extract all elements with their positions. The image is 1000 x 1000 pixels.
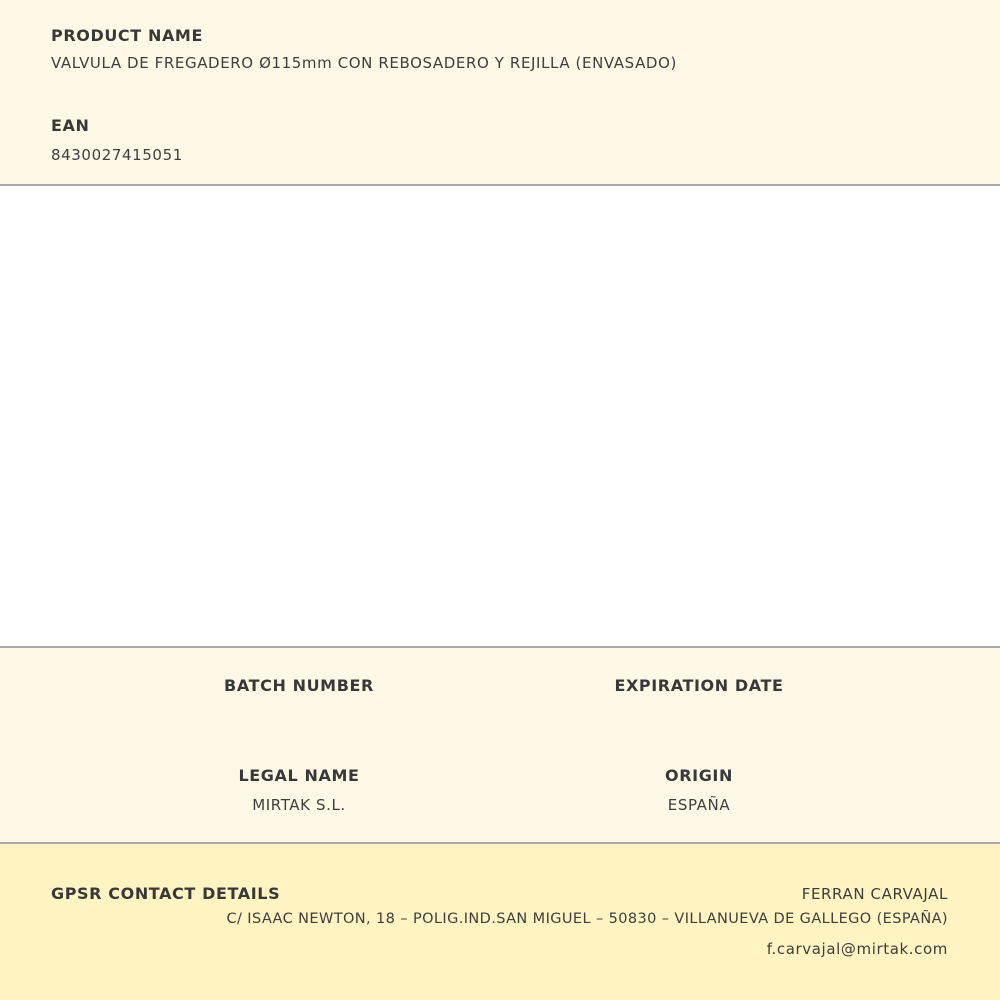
product-name-label: PRODUCT NAME [51, 26, 203, 45]
legal-name-label: LEGAL NAME [238, 766, 360, 785]
blank-content-area [0, 186, 1000, 646]
ean-label: EAN [51, 116, 90, 135]
legal-name-value: MIRTAK S.L. [252, 796, 346, 814]
gpsr-contact-name: FERRAN CARVAJAL [801, 885, 948, 903]
batch-number-label: BATCH NUMBER [224, 676, 374, 695]
gpsr-email: f.carvajal@mirtak.com [766, 940, 948, 958]
expiration-date-label: EXPIRATION DATE [614, 676, 784, 695]
gpsr-contact-panel [0, 844, 1000, 1000]
gpsr-contact-label: GPSR CONTACT DETAILS [51, 884, 281, 903]
product-name-value: VALVULA DE FREGADERO Ø115mm CON REBOSADERO Y REJILLA (ENVASADO) [51, 54, 677, 72]
ean-value: 8430027415051 [51, 146, 183, 164]
product-info-panel [0, 0, 1000, 186]
gpsr-address: C/ ISAAC NEWTON, 18 – POLIG.IND.SAN MIGUEL – 50830 – VILLANUEVA DE GALLEGO (ESPAÑA) [226, 911, 948, 927]
origin-value: ESPAÑA [667, 796, 731, 814]
batch-details-panel [0, 646, 1000, 844]
origin-label: ORIGIN [665, 766, 733, 785]
